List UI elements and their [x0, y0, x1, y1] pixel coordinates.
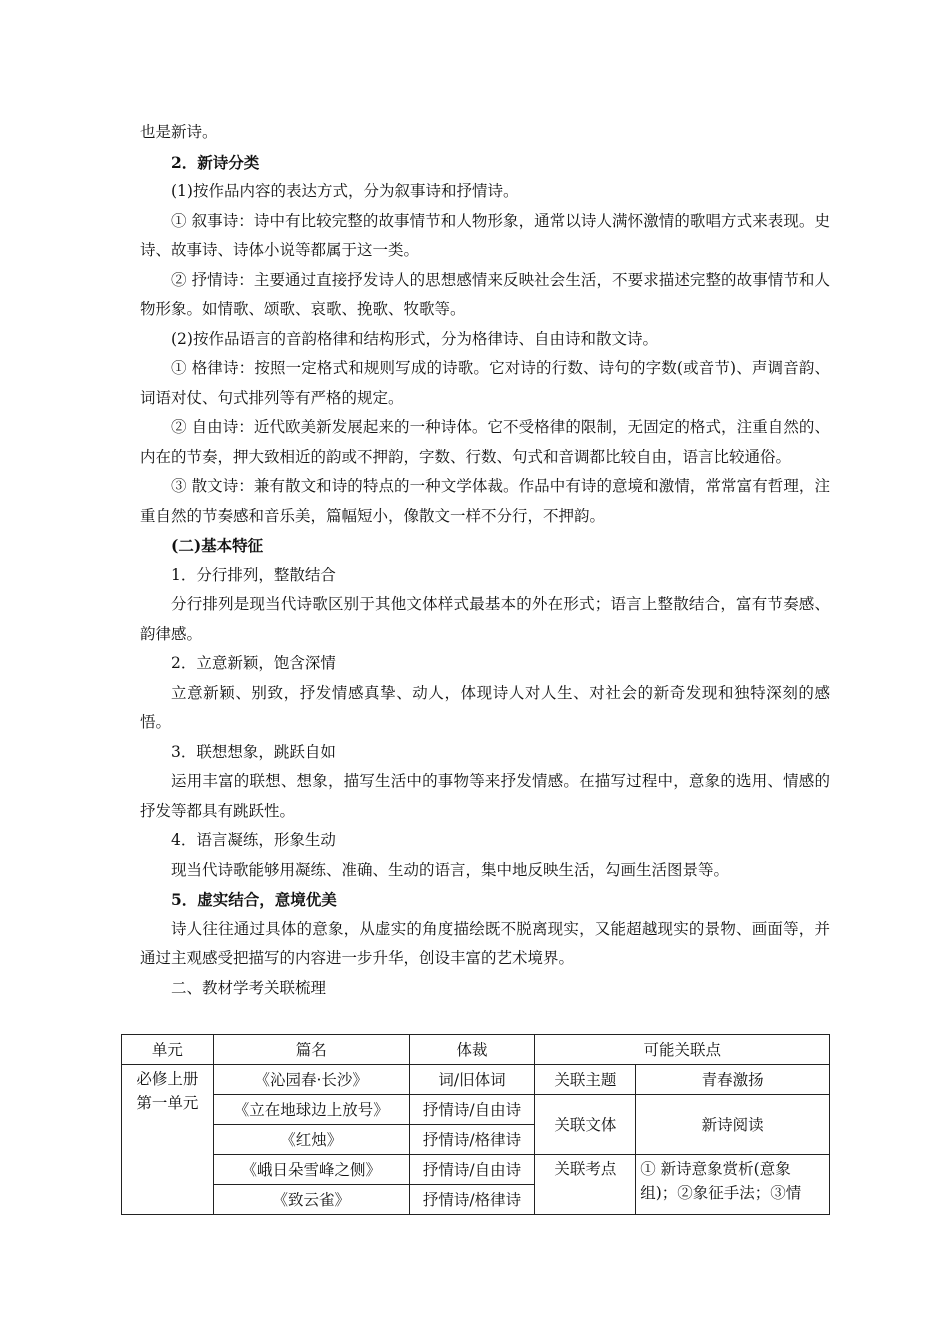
- link-value-cell: 新诗阅读: [636, 1095, 830, 1155]
- genre-cell: 抒情诗/格律诗: [409, 1125, 535, 1155]
- section-heading: 二、教材学考关联梳理: [171, 978, 327, 997]
- link-value-cell: ① 新诗意象赏析(意象组)；②象征手法；③情: [636, 1155, 830, 1215]
- paragraph: 分行排列是现当代诗歌区别于其他文体样式最基本的外在形式；语言上整散结合，富有节奏感、韵律感。: [140, 595, 830, 643]
- paragraph: 诗人往往通过具体的意象，从虚实的角度描绘既不脱离现实，又能超越现实的景物、画面等，并通过主观感受把描写的内容进一步升华，创设丰富的艺术境界。: [140, 919, 830, 967]
- table-row: [122, 1095, 830, 1125]
- header-unit: 单元: [122, 1035, 214, 1065]
- paragraph: 运用丰富的联想、想象，描写生活中的事物等来抒发情感。在描写过程中，意象的选用、情感的抒发等都具有跳跃性。: [140, 772, 830, 820]
- title-cell: 《立在地球边上放号》: [213, 1095, 409, 1125]
- paragraph: ② 抒情诗：主要通过直接抒发诗人的思想感情来反映社会生活，不要求描述完整的故事情节和人物形象。如情歌、颂歌、哀歌、挽歌、牧歌等。: [140, 270, 830, 318]
- paragraph: 也是新诗。: [140, 123, 218, 141]
- unit-cell: 必修上册 第一单元: [122, 1065, 214, 1215]
- subheading: 3．联想想象，跳跃自如: [171, 742, 336, 761]
- subheading: 2．立意新颖，饱含深情: [171, 654, 336, 672]
- table-row: [122, 1065, 830, 1095]
- paragraph: ② 自由诗：近代欧美新发展起来的一种诗体。它不受格律的限制，无固定的格式，注重自然的、内在的节奏，押大致相近的韵或不押韵，字数、行数、句式和音调都比较自由，语言比较通俗。: [140, 418, 830, 466]
- genre-cell: 抒情诗/格律诗: [409, 1185, 535, 1215]
- header-genre: 体裁: [409, 1035, 535, 1065]
- link-label-cell: 关联考点: [535, 1155, 636, 1215]
- paragraph: ① 格律诗：按照一定格式和规则写成的诗歌。它对诗的行数、诗句的字数(或音节)、声调音韵、词语对仗、句式排列等有严格的规定。: [140, 359, 830, 407]
- genre-cell: 抒情诗/自由诗: [409, 1155, 535, 1185]
- paragraph: 现当代诗歌能够用凝练、准确、生动的语言，集中地反映生活，勾画生活图景等。: [171, 860, 730, 879]
- title-cell: 《峨日朵雪峰之侧》: [213, 1155, 409, 1185]
- table-header-row: [122, 1035, 830, 1065]
- subheading: 1．分行排列，整散结合: [171, 565, 336, 584]
- subheading: 4．语言凝练，形象生动: [171, 831, 336, 849]
- subheading: 5．虚实结合，意境优美: [171, 890, 337, 909]
- genre-cell: 词/旧体词: [409, 1065, 535, 1095]
- paragraph: (1)按作品内容的表达方式，分为叙事诗和抒情诗。: [171, 182, 519, 200]
- document-body: [140, 118, 830, 1003]
- section-heading: 2．新诗分类: [171, 152, 260, 172]
- title-cell: 《致云雀》: [213, 1185, 409, 1215]
- link-label-cell: 关联主题: [535, 1065, 636, 1095]
- header-links: 可能关联点: [535, 1035, 830, 1065]
- header-title: 篇名: [213, 1035, 409, 1065]
- title-cell: 《红烛》: [213, 1125, 409, 1155]
- paragraph: ① 叙事诗：诗中有比较完整的故事情节和人物形象，通常以诗人满怀激情的歌唱方式来表现。史诗、故事诗、诗体小说等都属于这一类。: [140, 211, 830, 259]
- paragraph: ③ 散文诗：兼有散文和诗的特点的一种文学体裁。作品中有诗的意境和激情，常常富有哲理，注重自然的节奏感和音乐美，篇幅短小，像散文一样不分行，不押韵。: [140, 477, 830, 525]
- textbook-linkage-table: [121, 1034, 830, 1215]
- table-row: [122, 1155, 830, 1185]
- paragraph: 立意新颖、别致，抒发情感真挚、动人，体现诗人对人生、对社会的新奇发现和独特深刻的感悟。: [140, 683, 830, 731]
- genre-cell: 抒情诗/自由诗: [409, 1095, 535, 1125]
- link-value-cell: 青春激扬: [636, 1065, 830, 1095]
- link-label-cell: 关联文体: [535, 1095, 636, 1155]
- paragraph: (2)按作品语言的音韵格律和结构形式，分为格律诗、自由诗和散文诗。: [171, 329, 658, 348]
- section-heading: (二)基本特征: [171, 536, 264, 555]
- title-cell: 《沁园春·长沙》: [213, 1065, 409, 1095]
